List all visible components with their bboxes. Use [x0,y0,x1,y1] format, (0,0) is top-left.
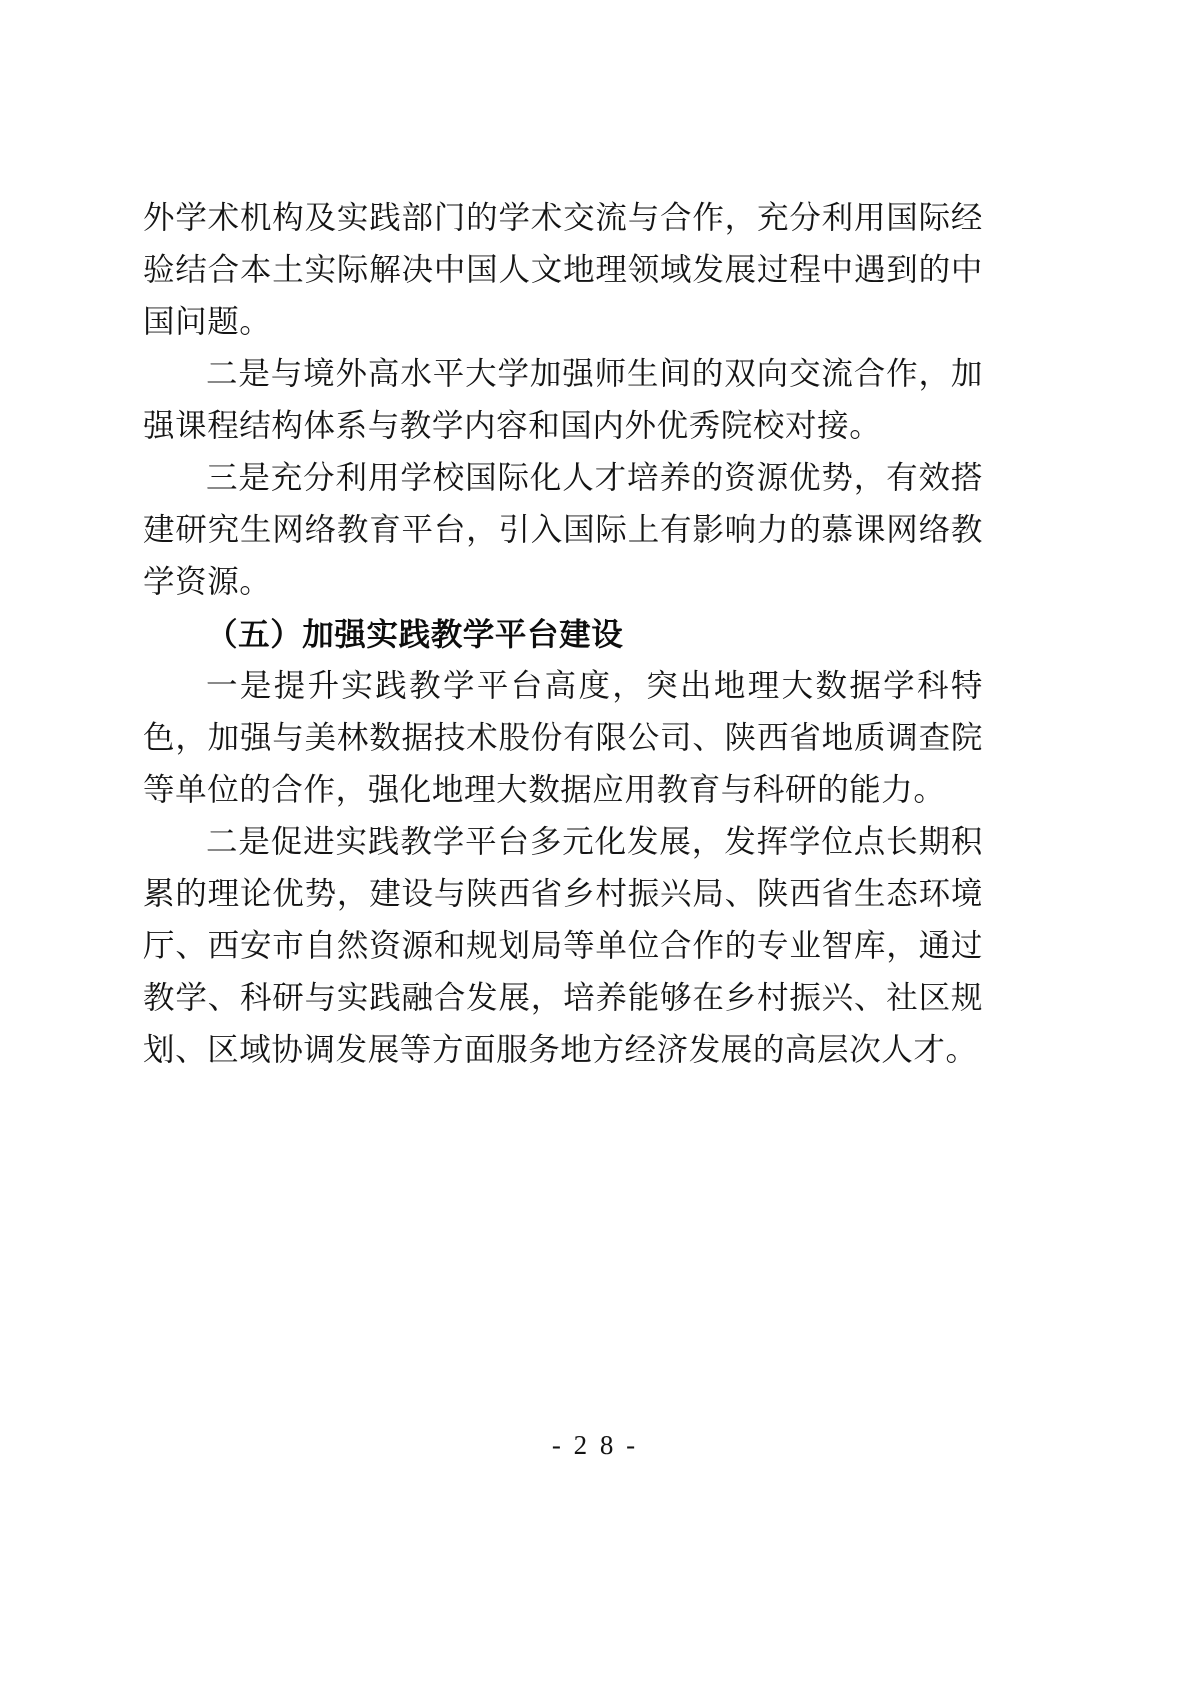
paragraph-practice-point-one: 一是提升实践教学平台高度，突出地理大数据学科特色，加强与美林数据技术股份有限公司、陕西省地质调查院等单位的合作，强化地理大数据应用教育与科研的能力。 [143,668,983,807]
paragraph-continuation: 外学术机构及实践部门的学术交流与合作，充分利用国际经验结合本土实际解决中国人文地理领域发展过程中遇到的中国问题。 [143,200,983,339]
section-heading-five: （五）加强实践教学平台建设 [206,616,624,652]
paragraph-point-three: 三是充分利用学校国际化人才培养的资源优势，有效搭建研究生网络教育平台，引入国际上有影响力的慕课网络教学资源。 [143,460,983,599]
page-number: - 2 8 - [551,1430,639,1460]
paragraph-practice-point-two: 二是促进实践教学平台多元化发展，发挥学位点长期积累的理论优势，建设与陕西省乡村振兴局、陕西省生态环境厅、西安市自然资源和规划局等单位合作的专业智库，通过教学、科研与实践融合发展，培养能够在乡村振兴、社区规划、区域协调发展等方面服务地方经济发展的高层次人才。 [143,824,983,1067]
document-body [143,192,983,1076]
paragraph-point-two: 二是与境外高水平大学加强师生间的双向交流合作，加强课程结构体系与教学内容和国内外优秀院校对接。 [143,356,983,443]
